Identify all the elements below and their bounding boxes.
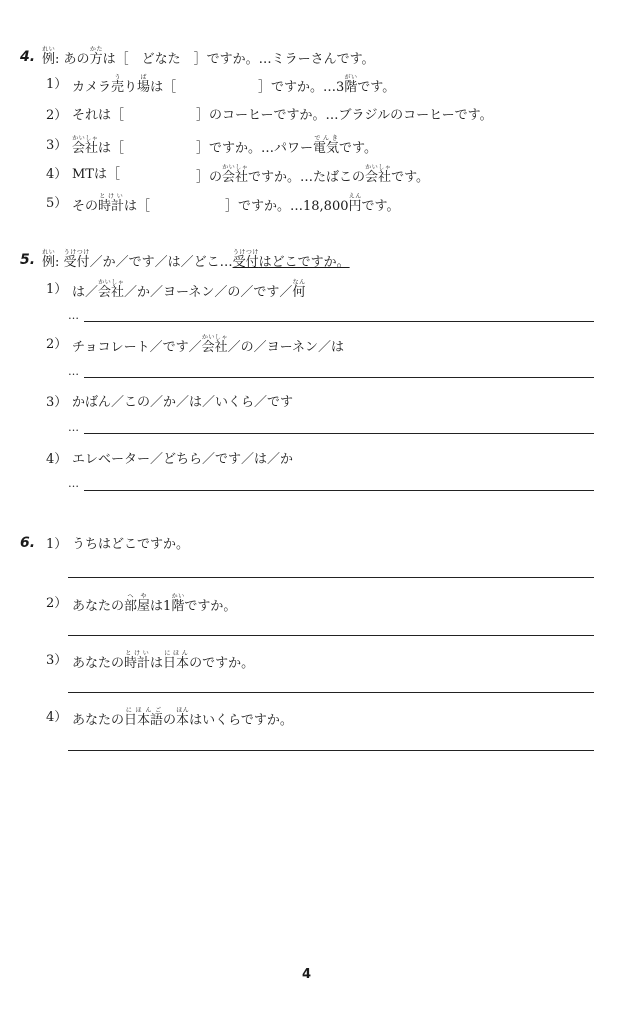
section-4-example: 例れい: あの方かたは［ どなた ］ですか。…ミラーさんです。: [42, 46, 375, 67]
q4-4-number: 4）: [46, 167, 68, 182]
q4-3-number: 3）: [46, 138, 68, 153]
q5-2-dots: …: [68, 365, 79, 378]
q4-1-tail: ］ですか。…3階がいです。: [258, 74, 396, 95]
section-4-number: 4.: [20, 49, 36, 65]
q4-3-tail: ］ですか。…パワー電気でんきです。: [196, 135, 377, 156]
q4-5-number: 5）: [46, 196, 68, 211]
q6-1-answer-line[interactable]: [68, 577, 594, 578]
q4-4-prompt: MTは［: [72, 167, 120, 182]
q4-3-prompt: 会社かいしゃは［: [72, 135, 125, 156]
q5-2-answer-line[interactable]: [84, 377, 594, 378]
q5-3-dots: …: [68, 421, 79, 434]
q6-3-number: 3）: [46, 653, 68, 668]
q6-2-prompt: あなたの部屋へやは1階かいですか。: [72, 593, 237, 614]
q5-2-number: 2）: [46, 337, 68, 352]
q6-4-number: 4）: [46, 710, 68, 725]
q5-4-answer-line[interactable]: [84, 490, 594, 491]
q4-2-prompt: それは［: [72, 108, 125, 123]
q6-1-number: 1）: [46, 537, 68, 552]
q6-2-number: 2）: [46, 596, 68, 611]
q5-4-prompt: エレベーター／どちら／です／は／か: [72, 452, 294, 467]
q5-3-prompt: かばん／この／か／は／いくら／です: [72, 395, 294, 410]
q6-4-answer-line[interactable]: [68, 750, 594, 751]
q6-1-prompt: うちはどこですか。: [72, 537, 190, 552]
page-number: 4: [302, 967, 312, 982]
q4-5-tail: ］ですか。…18,800円えんです。: [225, 193, 400, 214]
q5-4-number: 4）: [46, 452, 68, 467]
q4-1-number: 1）: [46, 77, 68, 92]
q5-1-number: 1）: [46, 282, 68, 297]
section-5-number: 5.: [20, 252, 36, 268]
q5-3-answer-line[interactable]: [84, 433, 594, 434]
section-5-example: 例れい: 受付うけつけ／か／です／は／どこ…受付うけつけはどこですか。: [42, 249, 350, 270]
q5-1-answer-line[interactable]: [84, 321, 594, 322]
q6-3-answer-line[interactable]: [68, 692, 594, 693]
example-label: 例れい: [42, 46, 56, 67]
q4-1-prompt: カメラ売うり場ばは［: [72, 74, 177, 95]
q6-3-prompt: あなたの時計とけいは日本にほんのですか。: [72, 650, 255, 671]
q4-2-tail: ］のコーヒーですか。…ブラジルのコーヒーです。: [196, 108, 493, 123]
q5-1-prompt: は／会社かいしゃ／か／ヨーネン／の／です／何なん: [72, 279, 306, 300]
q6-4-prompt: あなたの日本語にほんごの本ほんはいくらですか。: [72, 707, 293, 728]
example-answer: 受付うけつけはどこですか。: [232, 249, 350, 270]
q4-2-number: 2）: [46, 108, 68, 123]
q4-4-tail: ］の会社かいしゃですか。…たばこの会社かいしゃです。: [196, 164, 430, 185]
q6-2-answer-line[interactable]: [68, 635, 594, 636]
q5-2-prompt: チョコレート／です／会社かいしゃ／の／ヨーネン／は: [72, 334, 344, 355]
q4-5-prompt: その時計とけいは［: [72, 193, 151, 214]
section-6-number: 6.: [20, 535, 36, 551]
q5-1-dots: …: [68, 309, 79, 322]
q5-3-number: 3）: [46, 395, 68, 410]
q5-4-dots: …: [68, 477, 79, 490]
